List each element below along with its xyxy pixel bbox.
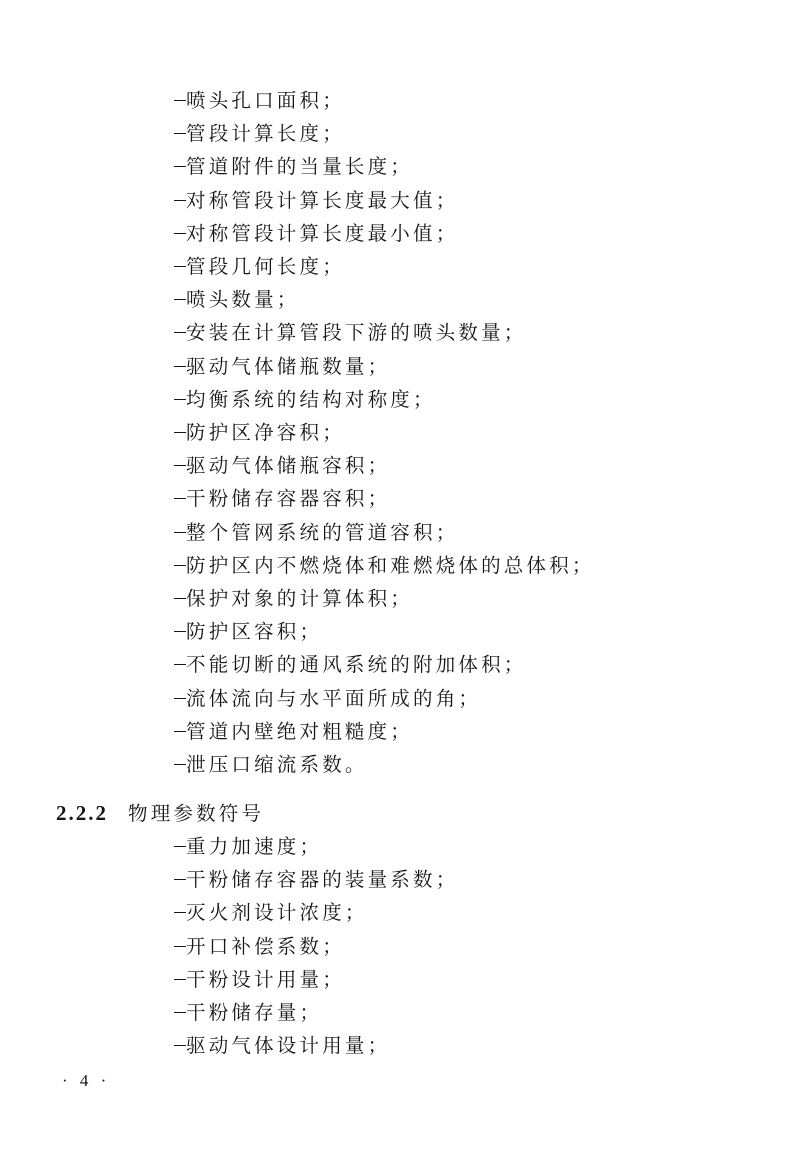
section-number: 2.2.2 (56, 801, 108, 825)
symbol-description: 泄压口缩流系数。 (186, 753, 368, 776)
symbol-description: 干粉设计用量； (186, 967, 345, 991)
symbol-description: 驱动气体储瓶数量； (186, 354, 391, 378)
symbol-description: 不能切断的通风系统的附加体积； (186, 653, 527, 677)
symbol-description: 喷头数量； (186, 288, 300, 312)
em-dash-separator (174, 698, 186, 699)
em-dash-separator (174, 200, 186, 201)
symbol-description: 安装在计算管段下游的喷头数量； (186, 321, 527, 345)
em-dash-separator (174, 166, 186, 167)
page-number: · 4 · (62, 1071, 111, 1090)
symbol-description: 管道内壁绝对粗糙度； (186, 719, 414, 743)
symbol-description: 管段几何长度； (186, 255, 345, 278)
em-dash-separator (174, 399, 186, 400)
em-dash-separator (174, 764, 186, 765)
section-heading (56, 796, 264, 830)
em-dash-separator (174, 266, 186, 267)
em-dash-separator (174, 664, 186, 665)
em-dash-separator (174, 946, 186, 947)
symbol-description: 保护对象的计算体积； (186, 587, 414, 610)
em-dash-separator (174, 133, 186, 134)
symbol-description: 开口补偿系数； (186, 934, 345, 958)
section-title: 物理参数符号 (128, 802, 265, 825)
symbol-description: 对称管段计算长度最大值； (186, 188, 459, 212)
symbol-description: 对称管段计算长度最小值； (186, 221, 459, 245)
em-dash-separator (174, 100, 186, 101)
symbol-description: 管道附件的当量长度； (186, 155, 414, 179)
symbol-description: 喷头孔口面积； (186, 89, 345, 112)
em-dash-separator (174, 565, 186, 566)
em-dash-separator (174, 465, 186, 466)
symbol-description: 均衡系统的结构对称度； (186, 387, 436, 411)
em-dash-separator (174, 332, 186, 333)
symbol-description: 灭火剂设计浓度； (186, 901, 368, 925)
symbol-description: 防护区净容积； (186, 421, 345, 444)
symbol-description: 重力加速度； (186, 835, 323, 858)
em-dash-separator (174, 1012, 186, 1013)
em-dash-separator (174, 912, 186, 913)
em-dash-separator (174, 299, 186, 300)
symbol-description: 流体流向与水平面所成的角； (186, 686, 482, 710)
symbol-description: 干粉储存量； (186, 1001, 323, 1024)
symbol-description: 干粉储存容器容积； (186, 487, 391, 511)
symbol-description: 防护区内不燃烧体和难燃烧体的总体积； (186, 553, 595, 577)
em-dash-separator (174, 233, 186, 234)
em-dash-separator (174, 731, 186, 732)
em-dash-separator (174, 366, 186, 367)
em-dash-separator (174, 979, 186, 980)
em-dash-separator (174, 432, 186, 433)
symbol-description: 干粉储存容器的装量系数； (186, 868, 459, 892)
symbol-description: 管段计算长度； (186, 122, 345, 146)
symbol-description: 防护区容积； (186, 620, 323, 644)
em-dash-separator (174, 532, 186, 533)
em-dash-separator (174, 879, 186, 880)
em-dash-separator (174, 631, 186, 632)
symbol-description: 驱动气体设计用量； (186, 1034, 391, 1058)
em-dash-separator (174, 1045, 186, 1046)
em-dash-separator (174, 598, 186, 599)
em-dash-separator (174, 846, 186, 847)
em-dash-separator (174, 498, 186, 499)
symbol-description: 驱动气体储瓶容积； (186, 454, 391, 478)
symbol-description: 整个管网系统的管道容积； (186, 520, 459, 544)
